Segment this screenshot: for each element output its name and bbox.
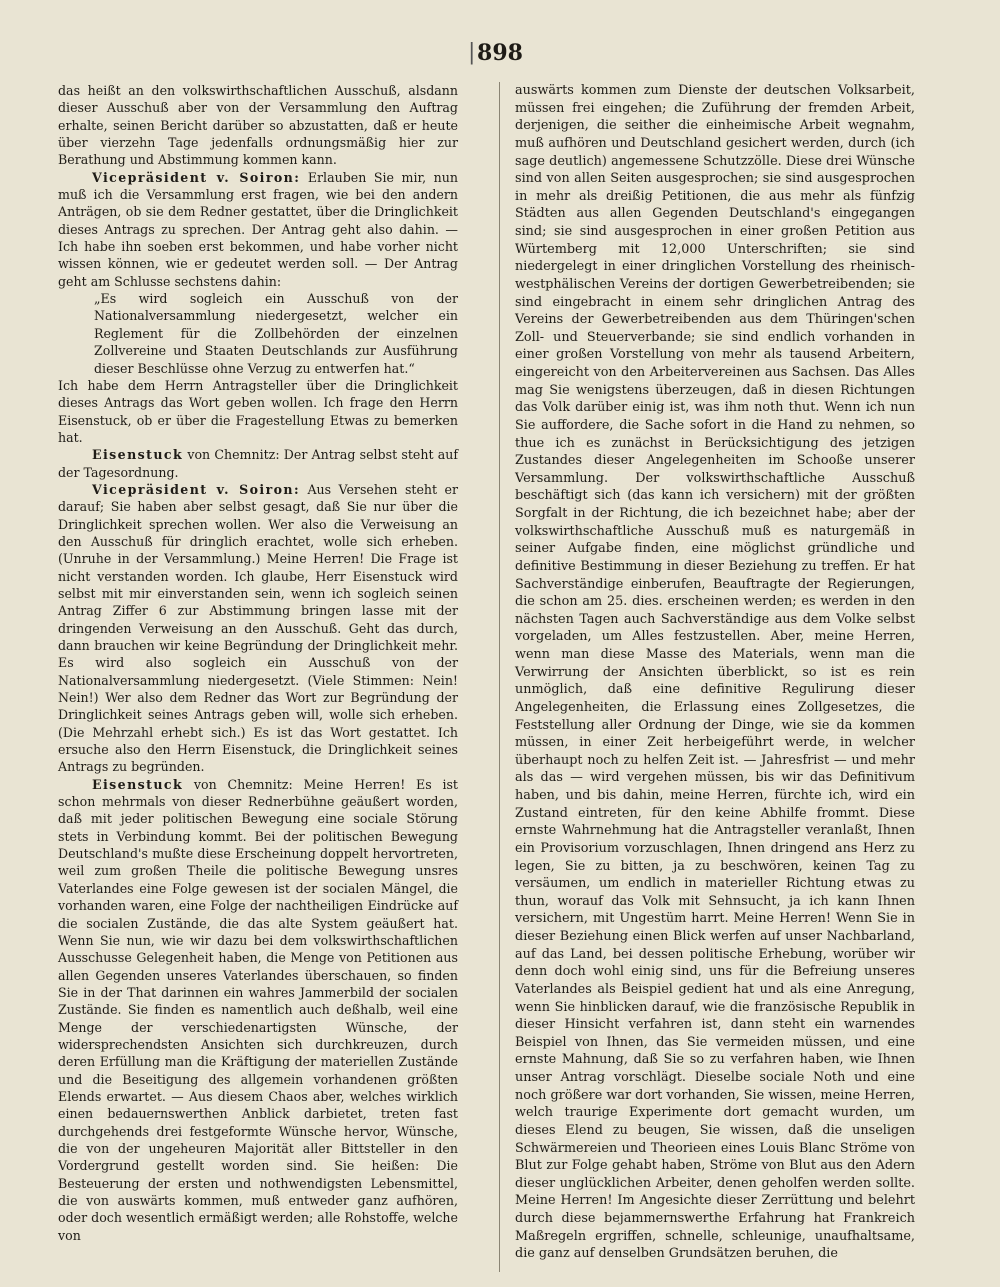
column-divider	[499, 82, 500, 1272]
speech-paragraph	[58, 446, 458, 481]
speech-paragraph	[58, 776, 458, 1244]
speech-text: von Chemnitz: Der Antrag selbst steht auf der Tagesordnung.	[58, 447, 458, 480]
right-column	[515, 82, 915, 1277]
paragraph: auswärts kommen zum Dienste der deutschen Volksarbeit, müssen frei eingehen; die Zuführung der fremden Arbeit, derjenigen, die seither die einheimische Arbeit wegnahm, muß aufhören und Deutschland gesichert werden, durch (ich sage deutlich) angemessene Schutzzölle. Diese drei Wünsche sind von allen Seiten ausgesprochen; sie sind ausgesprochen in mehr als dreißig Petitionen, die aus mehr als fünfzig Städten aus allen Gegenden Deutschland's eingegangen sind; sie sind ausgesprochen in einer großen Petition aus Würtemberg mit 12,000 Unterschriften; sie sind niedergelegt in einer dringlichen Vorstellung des rheinisch-westphälischen Vereins der dortigen Gewerbetreibenden; sie sind eingebracht in einem sehr dringlichen Antrag des Vereins der Gewerbetreibenden aus dem Thüringen'schen Zoll- und Steuerverbande; sie sind endlich vorhanden in einer großen Vorstellung von mehr als tausend Arbeitern, eingereicht von den Arbeitervereinen aus Sachsen. Das Alles mag Sie wenigstens überzeugen, daß in diesen Richtungen das Volk darüber einig ist, was ihm noth thut. Wenn ich nun Sie auffordere, die Sache sofort in die Hand zu nehmen, so thue ich es zunächst in Berücksichtigung des jetzigen Zustandes dieser Angelegenheiten im Schooße unserer Versammlung. Der volkswirthschaftliche Ausschuß beschäftigt sich (das kann ich versichern) mit der größten Sorgfalt in der Richtung, die ich bezeichnet habe; aber der volkswirthschaftliche Ausschuß muß es naturgemäß in seiner Aufgabe finden, eine möglichst gründliche und definitive Bestimmung in dieser Beziehung zu treffen. Er hat Sachverständige einberufen, Beauftragte der Regierungen, die schon am 25. dies. erscheinen werden; es werden in den nächsten Tagen auch Sachverständige aus dem Volke selbst vorgeladen, um Alles festzustellen. Aber, meine Herren, wenn man diese Masse des Materials, wenn man die Verwirrung der Ansichten überblickt, so ist es rein unmöglich, daß eine definitive Regulirung dieser Angelegenheiten, die Erlassung eines Zollgesetzes, die Feststellung aller Ordnung der Dinge, wie sie da kommen müssen, in einer Zeit herbeigeführt werde, in welcher überhaupt noch zu helfen Zeit ist. — Jahresfrist — und mehr als das — wird vergehen müssen, bis wir das Definitivum haben, und bis dahin, meine Herren, fürchte ich, wird ein Zustand eintreten, für den keine Abhilfe frommt. Diese ernste Wahrnehmung hat die Antragsteller veranlaßt, Ihnen ein Provisorium vorzuschlagen, Ihnen dringend ans Herz zu legen, Sie zu bitten, ja zu beschwören, keinen Tag zu versäumen, um endlich in materieller Richtung etwas zu thun, worauf das Volk mit Sehnsucht, ja ich kann Ihnen versichern, mit Ungestüm harrt. Meine Herren! Wenn Sie in dieser Beziehung einen Blick werfen auf unser Nachbarland, auf das Land, bei dessen politische Erhebung, worüber wir denn doch wohl einig sind, uns für die Befreiung unseres Vaterlandes als Beispiel gedient hat und als eine Anregung, wenn Sie hinblicken darauf, wie die französische Republik in dieser Hinsicht verfahren ist, dann steht ein warnendes Beispiel von Ihnen, das Sie vermeiden müssen, und eine ernste Mahnung, daß Sie so zu verfahren haben, wie Ihnen unser Antrag vorschlägt. Dieselbe sociale Noth und eine noch größere war dort vorhanden, Sie wissen, meine Herren, welch traurige Experimente dort gemacht wurden, um dieses Elend zu beugen, Sie wissen, daß die unseligen Schwärmereien und Theorieen eines Louis Blanc Ströme von Blut zur Folge gehabt haben, Ströme von Blut aus den Adern dieser unglücklichen Arbeiter, denen geholfen werden sollte. Meine Herren! Im Angesichte dieser Zerrüttung und belehrt durch diese bejammernswerthe Erfahrung hat Frankreich Maßregeln ergriffen, schnelle, schleunige, unaufhaltsame, die ganz auf denselben Grundsätzen beruhen, die	[515, 83, 915, 1262]
speaker-name: Vicepräsident v. Soiron:	[92, 481, 301, 497]
speech-text: Aus Versehen steht er darauf; Sie haben aber selbst gesagt, daß Sie nur über die Dringlichkeit sprechen wollen. Wer also die Verweisung an den Ausschuß für dringlich erachtet, wolle sich erheben. (Unruhe in der Versammlung.) Meine Herren! Die Frage ist nicht verstanden worden. Ich glaube, Herr Eisenstuck wird selbst mit mir einverstanden sein, wenn ich sogleich seinen Antrag Ziffer 6 zur Abstimmung bringen lasse mit der dringenden Verweisung an den Ausschuß. Geht das durch, dann brauchen wir keine Begründung der Dringlichkeit mehr. Es wird also sogleich ein Ausschuß von der Nationalversammlung niedergesetzt. (Viele Stimmen: Nein! Nein!) Wer also dem Redner das Wort zur Begründung der Dringlichkeit seines Antrags geben will, wolle sich erheben. (Die Mehrzahl erhebt sich.) Es ist das Wort gestattet. Ich ersuche also den Herrn Eisenstuck, die Dringlichkeit seines Antrags zu begründen.	[58, 481, 458, 775]
page-number: | 898	[470, 40, 530, 66]
speaker-name: Eisenstuck	[92, 776, 184, 792]
speech-paragraph	[58, 169, 458, 290]
speech-text: von Chemnitz: Meine Herren! Es ist schon mehrmals von dieser Rednerbühne geäußert worden, daß mit jeder politischen Bewegung eine sociale Störung stets in Verbindung kommt. Bei der politischen Bewegung Deutschland's mußte diese Erscheinung doppelt hervortreten, weil zum großen Theile die politische Bewegung unsres Vaterlandes eine Folge gewesen ist der socialen Mängel, die vorhanden waren, eine Folge der nachtheiligen Eindrücke auf die socialen Zustände, die das alte System geäußert hat. Wenn Sie nun, wie wir dazu bei dem volkswirthschaftlichen Ausschusse Gelegenheit haben, die Menge von Petitionen aus allen Gegenden unseres Vaterlandes überschauen, so finden Sie in der That darinnen ein wahres Jammerbild der socialen Zustände. Sie finden es namentlich auch deßhalb, weil eine Menge der verschiedenartigsten Wünsche, der widersprechendsten Ansichten sich durchkreuzen, durch deren Erfüllung man die Kräftigung der materiellen Zustände und die Beseitigung des allgemein vorhandenen größten Elends erwartet. — Aus diesem Chaos aber, welches wirklich einen bedauernswerthen Anblick darbietet, treten fast durchgehends drei festgeformte Wünsche hervor, Wünsche, die von der ungeheuren Majorität aller Bittsteller in den Vordergrund gestellt worden sind. Sie heißen: Die Besteuerung der ersten und nothwendigsten Lebensmittel, die von auswärts kommen, muß entweder ganz aufhören, oder doch wesentlich ermäßigt werden; alle Rohstoffe, welche von	[58, 776, 458, 1243]
speaker-name: Vicepräsident v. Soiron:	[92, 169, 301, 185]
speech-paragraph	[58, 481, 458, 776]
quoted-motion: „Es wird sogleich ein Ausschuß von der Nationalversammlung niedergesetzt, welcher ein Reglement für die Zollbehörden der einzelnen Zollvereine und Staaten Deutschlands zur Ausführung dieser Beschlüsse ohne Verzug zu entwerfen hat.“	[94, 291, 458, 376]
speech-text: Erlauben Sie mir, nun muß ich die Versammlung erst fragen, wie bei den andern Anträgen, ob sie dem Redner gestattet, über die Dringlichkeit dieses Antrags zu sprechen. Der Antrag geht also dahin. — Ich habe ihn soeben erst bekommen, und habe vorher nicht wissen können, wie er gedeutet werden soll. — Der Antrag geht am Schlusse sechstens dahin:	[58, 169, 458, 289]
paragraph: das heißt an den volkswirthschaftlichen Ausschuß, alsdann dieser Ausschuß aber von der Versammlung den Auftrag erhalte, seinen Bericht darüber so abzustatten, daß er heute über vierzehn Tage jedenfalls ordnungsmäßig hier zur Berathung und Abstimmung kommen kann.	[58, 83, 458, 168]
paragraph: Ich habe dem Herrn Antragsteller über die Dringlichkeit dieses Antrags das Wort geben wollen. Ich frage den Herrn Eisenstuck, ob er über die Fragestellung Etwas zu bemerken hat.	[58, 377, 458, 445]
left-column	[58, 82, 458, 1277]
speaker-name: Eisenstuck	[92, 447, 184, 463]
